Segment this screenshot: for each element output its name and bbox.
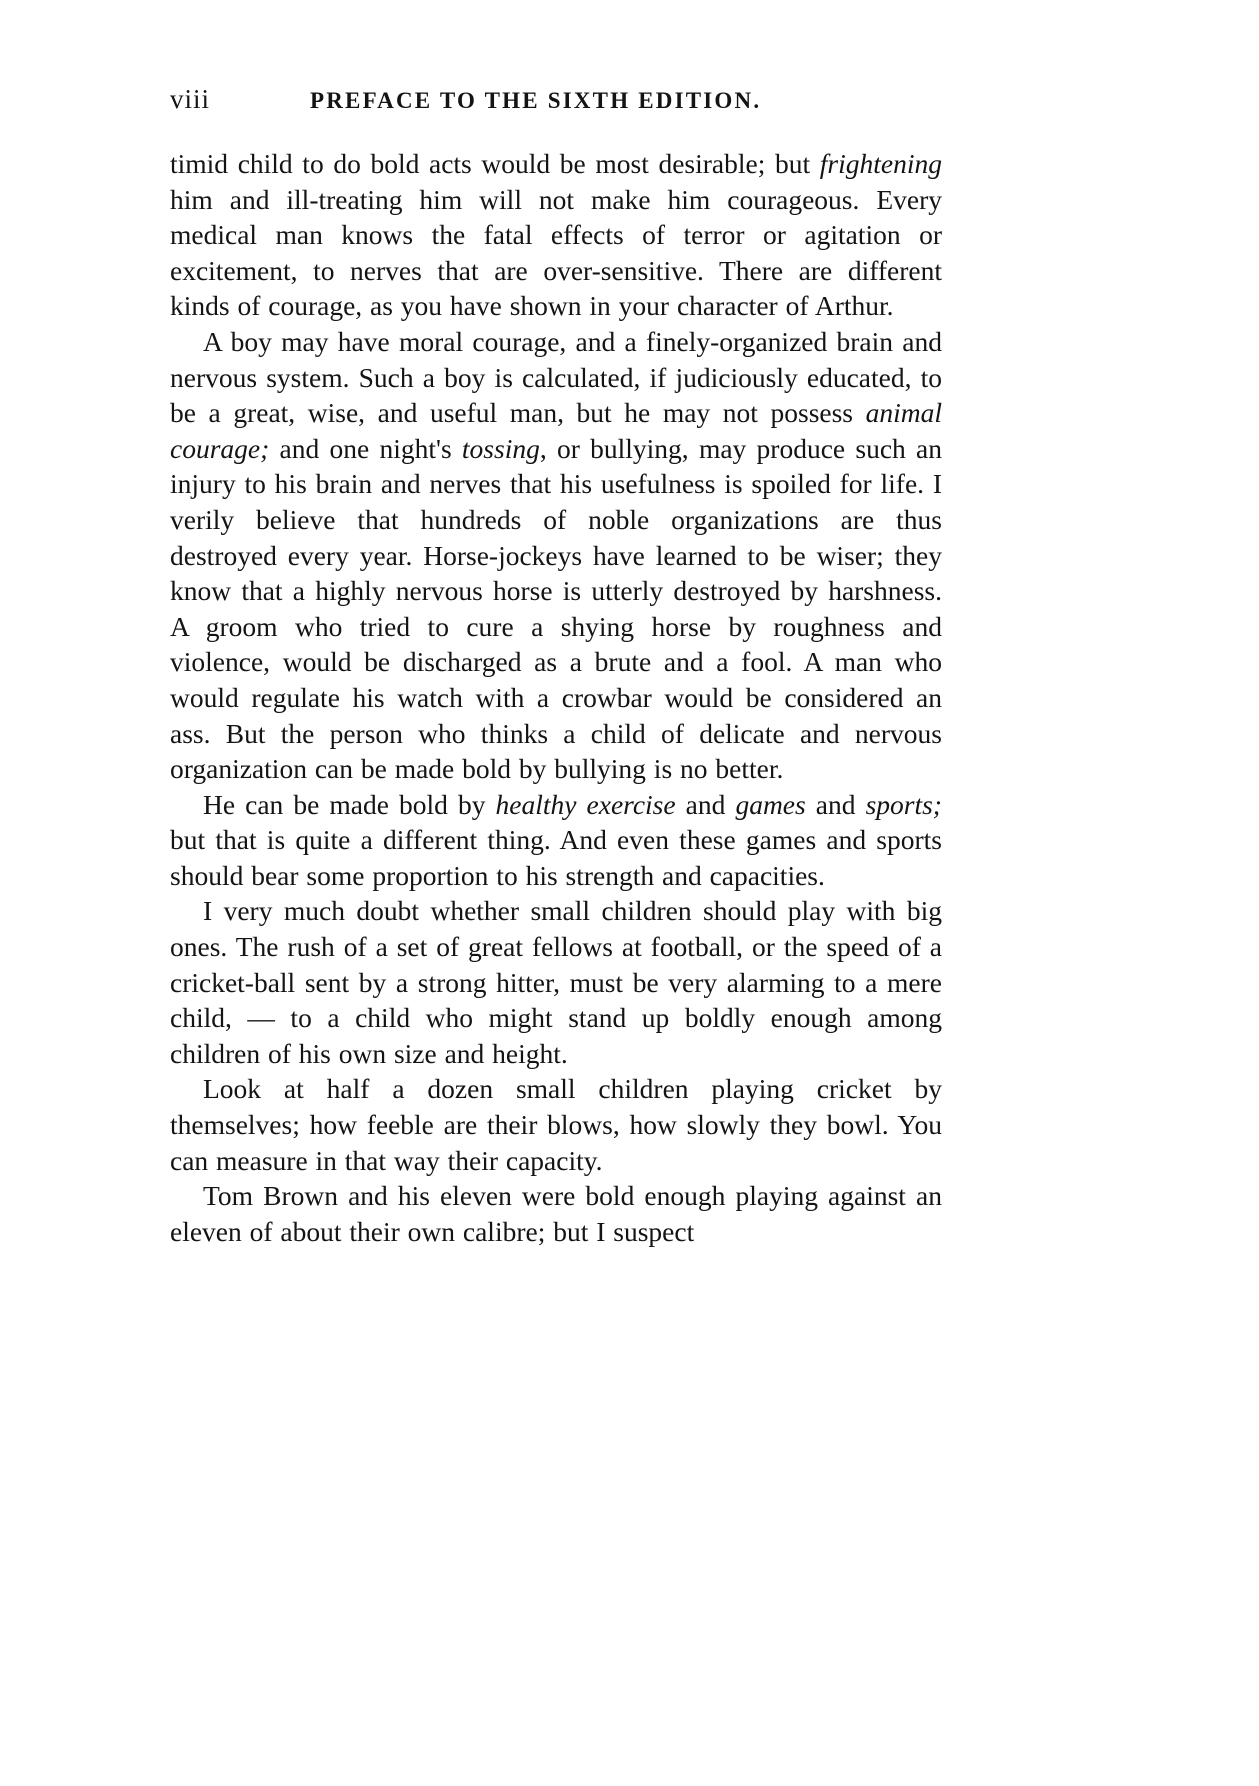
italic-segment: games — [735, 788, 806, 820]
text-segment: and — [675, 788, 736, 820]
text-segment: I very much doubt whether small children should play with big ones. The rush of a set of great fellows at football, or the speed of a cricket-ball sent by a strong hitter, must be very alarming to a mere child, — to a child who might stand up boldly enough among children of his own size and height. — [170, 895, 942, 1069]
text-segment: A boy may have moral courage, and a finely-organized brain and nervous system. Such a boy is calculated, if judiciously educated, to be a great, wise, and useful man, but he may not possess — [170, 325, 942, 429]
page-number: viii — [170, 84, 211, 114]
paragraph-3 — [170, 787, 942, 894]
italic-segment: frightening — [819, 148, 942, 179]
paragraph-2 — [170, 324, 942, 787]
paragraph-4 — [170, 893, 942, 1071]
italic-segment: animal courage; — [170, 397, 942, 464]
text-segment: and — [805, 788, 866, 820]
book-page — [170, 84, 942, 1249]
body-text — [170, 146, 942, 1249]
text-segment: Look at half a dozen small children playing cricket by themselves; how feeble are their blows, how slowly they bowl. You can measure in that way their capacity. — [170, 1073, 942, 1176]
paragraph-5 — [170, 1071, 942, 1178]
text-segment: him and ill-treating him will not make him courageous. Every medical man knows the fatal effects of terror or agitation or excitement, to nerves that are over-sensitive. There are different kinds of courage, as you have shown in your character of Arthur. — [170, 183, 942, 322]
text-segment: timid child to do bold acts would be most desirable; but — [170, 148, 820, 179]
paragraph-1 — [170, 146, 942, 324]
italic-segment: healthy exercise — [495, 788, 676, 820]
italic-segment: sports; — [865, 788, 942, 820]
running-header — [170, 84, 942, 128]
text-segment: and one night's — [269, 432, 462, 464]
text-segment: Tom Brown and his eleven were bold enough playing against an eleven of about their own calibre; but I suspect — [170, 1180, 942, 1247]
italic-segment: tossing — [461, 432, 540, 464]
running-title: PREFACE TO THE SIXTH EDITION. — [310, 88, 762, 113]
text-segment: but that is quite a different thing. And even these games and sports should bear some proportion to his strength and capacities. — [170, 824, 942, 891]
paragraph-6 — [170, 1178, 942, 1249]
text-segment: He can be made bold by — [203, 788, 496, 820]
text-segment: , or bullying, may produce such an injury to his brain and nerves that his usefulness is spoiled for life. I verily believe that hundreds of noble organizations are thus destroyed every year. Horse-jockeys have learned to be wiser; they know that a highly nervous horse is utterly destroyed by harshness. A groom who tried to cure a shying horse by roughness and violence, would be discharged as a brute and a fool. A man who would regulate his watch with a crowbar would be considered an ass. But the person who thinks a child of delicate and nervous organization can be made bold by bullying is no better. — [170, 432, 942, 785]
